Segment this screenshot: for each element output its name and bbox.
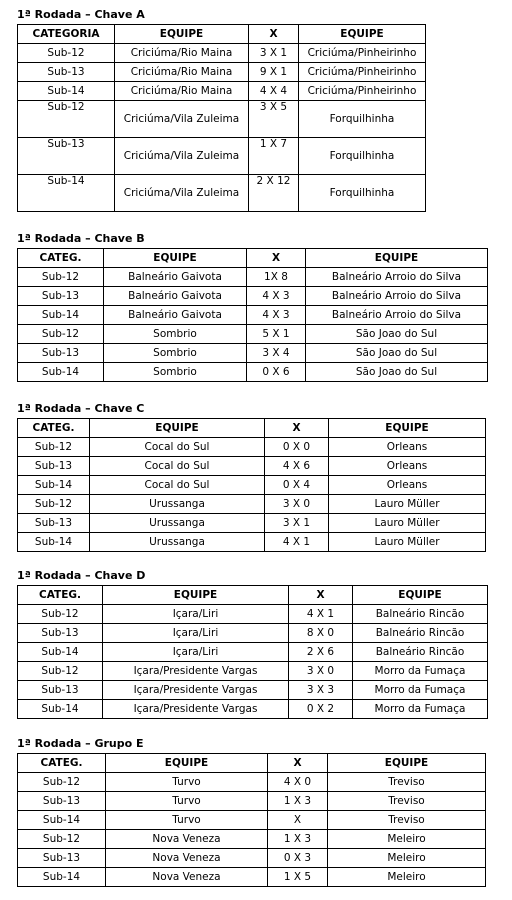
team-cell: Balneário Rincão (353, 605, 488, 624)
score-cell: 4 X 6 (265, 457, 329, 476)
score-cell: 4 X 3 (247, 306, 306, 325)
team-cell: Balneário Gaivota (104, 287, 247, 306)
score-cell: 4 X 3 (247, 287, 306, 306)
category-cell: Sub-14 (18, 533, 90, 552)
header-cell: EQUIPE (328, 754, 486, 773)
team-cell: São Joao do Sul (306, 363, 488, 382)
table-row (18, 773, 486, 792)
team-cell: Balneário Rincão (353, 643, 488, 662)
team-cell: Orleans (329, 476, 486, 495)
table-row (18, 363, 488, 382)
team-cell: Sombrio (104, 344, 247, 363)
header-cell: CATEG. (18, 249, 104, 268)
team-cell: Morro da Fumaça (353, 681, 488, 700)
category-cell: Sub-14 (18, 306, 104, 325)
score-cell: 3 X 0 (289, 662, 353, 681)
section-chave-a (17, 8, 426, 212)
score-cell: 1X 8 (247, 268, 306, 287)
table-row (18, 681, 488, 700)
header-cell: X (268, 754, 328, 773)
category-cell: Sub-13 (18, 792, 106, 811)
team-cell: Urussanga (90, 495, 265, 514)
team-cell: Içara/Presidente Vargas (103, 681, 289, 700)
score-cell: 0 X 2 (289, 700, 353, 719)
team-cell: Meleiro (328, 830, 486, 849)
score-cell: 4 X 1 (289, 605, 353, 624)
score-cell: 3 X 1 (265, 514, 329, 533)
team-cell: Içara/Presidente Vargas (103, 662, 289, 681)
team-cell: Morro da Fumaça (353, 662, 488, 681)
table-row (18, 325, 488, 344)
score-cell: 2 X 12 (249, 175, 299, 212)
team-cell: Meleiro (328, 849, 486, 868)
section-title: 1ª Rodada – Chave A (17, 8, 145, 21)
team-cell: Turvo (106, 773, 268, 792)
category-cell: Sub-12 (18, 662, 103, 681)
header-row (18, 25, 426, 44)
team-cell: Cocal do Sul (90, 457, 265, 476)
team-cell: Criciúma/Pinheirinho (299, 63, 426, 82)
header-cell: EQUIPE (306, 249, 488, 268)
table-row (18, 344, 488, 363)
score-cell: 0 X 4 (265, 476, 329, 495)
results-table (17, 753, 486, 887)
score-cell: 8 X 0 (289, 624, 353, 643)
category-cell: Sub-14 (18, 476, 90, 495)
team-cell: Balneário Arroio do Silva (306, 306, 488, 325)
team-cell: Nova Veneza (106, 830, 268, 849)
category-cell: Sub-14 (18, 700, 103, 719)
header-row (18, 754, 486, 773)
table-row (18, 268, 488, 287)
table-row (18, 830, 486, 849)
team-cell: Urussanga (90, 533, 265, 552)
score-cell: 1 X 3 (268, 830, 328, 849)
category-cell: Sub-12 (18, 830, 106, 849)
table-row (18, 82, 426, 101)
category-cell: Sub-14 (18, 363, 104, 382)
team-cell: Morro da Fumaça (353, 700, 488, 719)
team-cell: Balneário Gaivota (104, 268, 247, 287)
score-cell: 4 X 0 (268, 773, 328, 792)
category-cell: Sub-12 (18, 773, 106, 792)
team-cell: Treviso (328, 792, 486, 811)
category-cell: Sub-12 (18, 44, 115, 63)
score-cell: 0 X 0 (265, 438, 329, 457)
team-cell: São Joao do Sul (306, 344, 488, 363)
table-row (18, 438, 486, 457)
team-cell: Sombrio (104, 325, 247, 344)
team-cell: Içara/Presidente Vargas (103, 700, 289, 719)
team-cell: Balneário Gaivota (104, 306, 247, 325)
table-row (18, 306, 488, 325)
section-title: 1ª Rodada – Chave D (17, 569, 146, 582)
team-cell: Forquilhinha (299, 138, 426, 175)
table-row (18, 63, 426, 82)
table-row (18, 811, 486, 830)
category-cell: Sub-12 (18, 325, 104, 344)
team-cell: Criciúma/Pinheirinho (299, 82, 426, 101)
team-cell: Cocal do Sul (90, 438, 265, 457)
category-cell: Sub-12 (18, 268, 104, 287)
header-cell: X (247, 249, 306, 268)
score-cell: 2 X 6 (289, 643, 353, 662)
score-cell: 0 X 6 (247, 363, 306, 382)
score-cell: 1 X 7 (249, 138, 299, 175)
table-row (18, 624, 488, 643)
category-cell: Sub-14 (18, 175, 115, 212)
header-cell: EQUIPE (106, 754, 268, 773)
table-row (18, 700, 488, 719)
score-cell: 3 X 1 (249, 44, 299, 63)
header-cell: EQUIPE (329, 419, 486, 438)
category-cell: Sub-12 (18, 605, 103, 624)
section-chave-c (17, 402, 486, 552)
table-row (18, 514, 486, 533)
category-cell: Sub-14 (18, 643, 103, 662)
team-cell: Criciúma/Rio Maina (115, 44, 249, 63)
team-cell: Treviso (328, 811, 486, 830)
header-cell: EQUIPE (115, 25, 249, 44)
score-cell: X (268, 811, 328, 830)
team-cell: Criciúma/Vila Zuleima (115, 138, 249, 175)
team-cell: Nova Veneza (106, 868, 268, 887)
team-cell: Içara/Liri (103, 624, 289, 643)
category-cell: Sub-14 (18, 811, 106, 830)
table-row (18, 476, 486, 495)
section-title: 1ª Rodada – Chave B (17, 232, 145, 245)
team-cell: Forquilhinha (299, 101, 426, 138)
section-grupo-e (17, 737, 486, 887)
score-cell: 3 X 0 (265, 495, 329, 514)
header-cell: EQUIPE (299, 25, 426, 44)
table-row (18, 643, 488, 662)
category-cell: Sub-13 (18, 457, 90, 476)
table-row (18, 849, 486, 868)
header-cell: EQUIPE (103, 586, 289, 605)
score-cell: 4 X 4 (249, 82, 299, 101)
team-cell: Balneário Arroio do Silva (306, 268, 488, 287)
header-cell: CATEG. (18, 754, 106, 773)
score-cell: 3 X 4 (247, 344, 306, 363)
score-cell: 4 X 1 (265, 533, 329, 552)
team-cell: São Joao do Sul (306, 325, 488, 344)
section-chave-d (17, 569, 488, 719)
table-row (18, 605, 488, 624)
team-cell: Balneário Rincão (353, 624, 488, 643)
results-table (17, 24, 426, 212)
table-row (18, 868, 486, 887)
score-cell: 1 X 5 (268, 868, 328, 887)
category-cell: Sub-12 (18, 438, 90, 457)
category-cell: Sub-13 (18, 63, 115, 82)
team-cell: Meleiro (328, 868, 486, 887)
team-cell: Criciúma/Vila Zuleima (115, 101, 249, 138)
score-cell: 1 X 3 (268, 792, 328, 811)
table-row (18, 457, 486, 476)
team-cell: Turvo (106, 792, 268, 811)
header-cell: X (249, 25, 299, 44)
team-cell: Criciúma/Pinheirinho (299, 44, 426, 63)
team-cell: Balneário Arroio do Silva (306, 287, 488, 306)
header-row (18, 586, 488, 605)
table-row (18, 138, 426, 175)
results-table (17, 418, 486, 552)
header-cell: CATEG. (18, 586, 103, 605)
header-cell: CATEGORIA (18, 25, 115, 44)
team-cell: Orleans (329, 457, 486, 476)
category-cell: Sub-13 (18, 138, 115, 175)
team-cell: Criciúma/Rio Maina (115, 82, 249, 101)
section-title: 1ª Rodada – Grupo E (17, 737, 144, 750)
score-cell: 3 X 5 (249, 101, 299, 138)
table-row (18, 287, 488, 306)
table-row (18, 533, 486, 552)
category-cell: Sub-14 (18, 82, 115, 101)
score-cell: 0 X 3 (268, 849, 328, 868)
score-cell: 5 X 1 (247, 325, 306, 344)
team-cell: Lauro Müller (329, 533, 486, 552)
score-cell: 3 X 3 (289, 681, 353, 700)
category-cell: Sub-12 (18, 101, 115, 138)
category-cell: Sub-13 (18, 624, 103, 643)
table-row (18, 495, 486, 514)
header-cell: X (265, 419, 329, 438)
header-cell: EQUIPE (104, 249, 247, 268)
team-cell: Orleans (329, 438, 486, 457)
section-chave-b (17, 232, 488, 382)
header-row (18, 419, 486, 438)
category-cell: Sub-13 (18, 681, 103, 700)
team-cell: Lauro Müller (329, 514, 486, 533)
results-table (17, 585, 488, 719)
category-cell: Sub-13 (18, 514, 90, 533)
header-row (18, 249, 488, 268)
header-cell: X (289, 586, 353, 605)
header-cell: CATEG. (18, 419, 90, 438)
team-cell: Cocal do Sul (90, 476, 265, 495)
header-cell: EQUIPE (90, 419, 265, 438)
team-cell: Urussanga (90, 514, 265, 533)
category-cell: Sub-14 (18, 868, 106, 887)
team-cell: Nova Veneza (106, 849, 268, 868)
team-cell: Içara/Liri (103, 643, 289, 662)
table-row (18, 175, 426, 212)
team-cell: Turvo (106, 811, 268, 830)
team-cell: Sombrio (104, 363, 247, 382)
section-title: 1ª Rodada – Chave C (17, 402, 145, 415)
category-cell: Sub-13 (18, 849, 106, 868)
table-row (18, 792, 486, 811)
results-table (17, 248, 488, 382)
team-cell: Içara/Liri (103, 605, 289, 624)
table-row (18, 44, 426, 63)
team-cell: Forquilhinha (299, 175, 426, 212)
team-cell: Lauro Müller (329, 495, 486, 514)
score-cell: 9 X 1 (249, 63, 299, 82)
category-cell: Sub-13 (18, 344, 104, 363)
header-cell: EQUIPE (353, 586, 488, 605)
table-row (18, 101, 426, 138)
category-cell: Sub-12 (18, 495, 90, 514)
team-cell: Criciúma/Rio Maina (115, 63, 249, 82)
category-cell: Sub-13 (18, 287, 104, 306)
team-cell: Treviso (328, 773, 486, 792)
team-cell: Criciúma/Vila Zuleima (115, 175, 249, 212)
table-row (18, 662, 488, 681)
